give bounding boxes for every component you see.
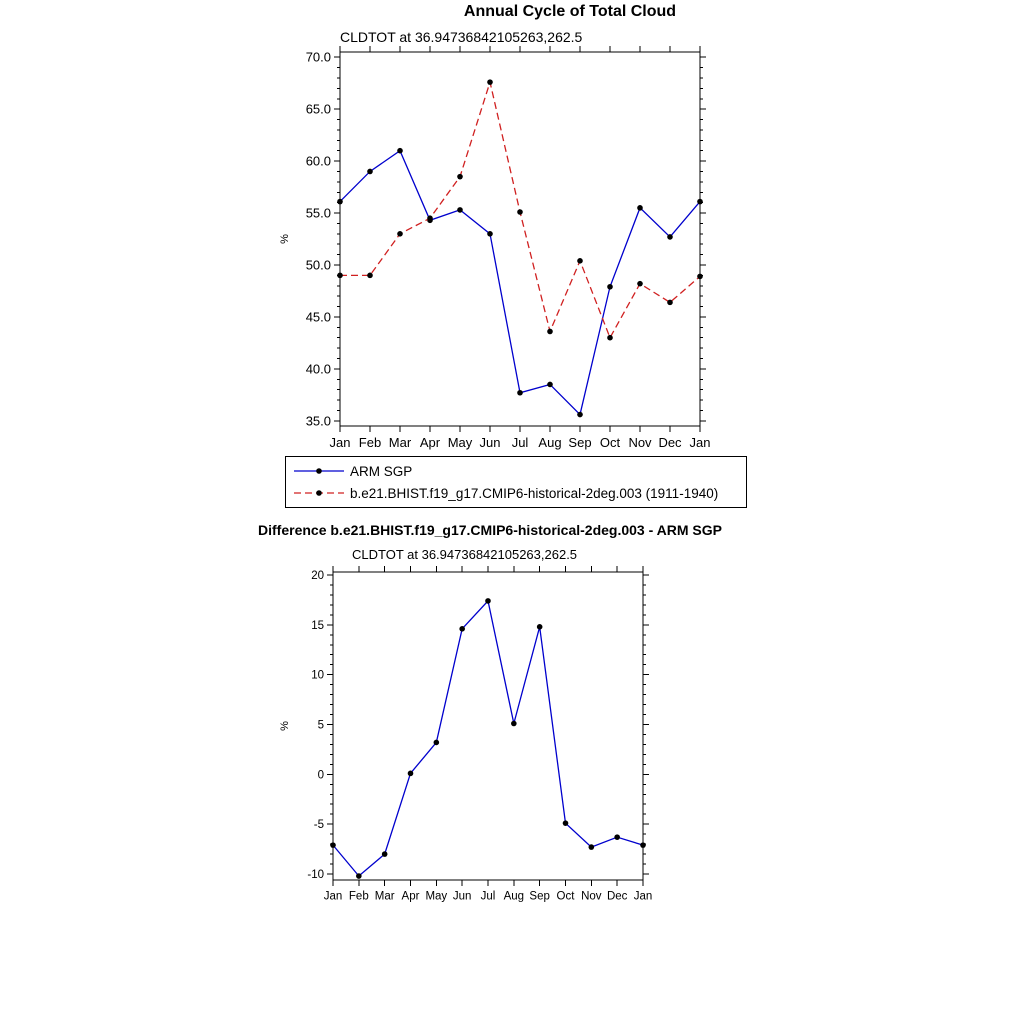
y-tick-label: 0: [317, 769, 324, 782]
data-point-marker: [697, 199, 703, 205]
x-tick-label: Sep: [568, 435, 592, 450]
bottom-chart-subtitle: CLDTOT at 36.94736842105263,262.5: [352, 547, 578, 562]
x-tick-label: May: [425, 890, 448, 903]
y-tick-label: 10: [311, 669, 324, 682]
plot-frame: [340, 52, 700, 426]
data-point-marker: [563, 820, 569, 826]
x-tick-label: Jan: [329, 435, 351, 450]
legend-label-arm-sgp: ARM SGP: [350, 463, 413, 479]
data-point-marker: [697, 274, 703, 280]
x-tick-label: Aug: [538, 435, 562, 450]
x-tick-label: Jun: [479, 435, 501, 450]
data-point-marker: [607, 284, 613, 290]
data-point-marker: [337, 273, 343, 279]
data-point-marker: [517, 390, 523, 396]
bottom-chart-plot: [270, 562, 710, 912]
plot-frame: [333, 572, 643, 880]
x-tick-label: Sep: [529, 890, 550, 903]
data-point-marker: [589, 844, 595, 850]
y-tick-label: 50.0: [305, 257, 331, 273]
x-tick-label: Dec: [658, 435, 682, 450]
data-point-marker: [577, 258, 583, 264]
x-tick-label: Apr: [401, 890, 420, 903]
data-point-marker: [640, 842, 646, 848]
data-point-marker: [457, 207, 463, 213]
x-tick-label: May: [447, 435, 473, 450]
x-tick-label: Aug: [503, 890, 525, 903]
data-point-marker: [457, 174, 463, 180]
legend-row-model: [292, 482, 740, 504]
legend-label-model: b.e21.BHIST.f19_g17.CMIP6-historical-2deg.003 (1911-1940): [350, 485, 719, 501]
data-point-marker: [547, 382, 553, 388]
data-point-marker: [485, 598, 491, 604]
y-tick-label: 65.0: [305, 101, 331, 117]
data-point-marker: [330, 842, 336, 848]
x-tick-label: Nov: [581, 890, 602, 903]
legend-swatch-arm-sgp-icon: [292, 464, 346, 478]
data-point-marker: [547, 329, 553, 335]
y-tick-label: -5: [313, 819, 324, 832]
x-tick-label: Feb: [348, 890, 369, 903]
x-tick-label: Jan: [633, 890, 653, 903]
y-tick-label: 60.0: [305, 153, 331, 169]
y-axis-label: %: [279, 234, 291, 244]
data-point-marker: [667, 300, 673, 306]
x-tick-label: Mar: [374, 890, 395, 903]
x-tick-label: Jan: [689, 435, 711, 450]
data-point-marker: [367, 273, 373, 279]
y-tick-label: 55.0: [305, 205, 331, 221]
data-point-marker: [434, 740, 440, 746]
x-tick-label: Apr: [419, 435, 441, 450]
x-tick-label: Jul: [480, 890, 496, 903]
top-chart-plot: [270, 46, 730, 458]
series-line: [340, 151, 700, 415]
legend-swatch-model-icon: [292, 486, 346, 500]
x-tick-label: Jun: [452, 890, 472, 903]
data-point-marker: [511, 721, 517, 727]
x-tick-label: Mar: [388, 435, 412, 450]
data-point-marker: [614, 834, 620, 840]
legend-marker: [316, 490, 322, 496]
legend: [285, 456, 747, 508]
data-point-marker: [382, 851, 388, 857]
data-point-marker: [487, 79, 493, 85]
y-axis-label: %: [279, 721, 291, 731]
x-tick-label: Jul: [511, 435, 529, 450]
y-tick-label: 35.0: [305, 413, 331, 429]
y-tick-label: 40.0: [305, 361, 331, 377]
data-point-marker: [537, 624, 543, 630]
y-tick-label: 20: [311, 570, 324, 583]
data-point-marker: [459, 626, 465, 632]
data-point-marker: [577, 412, 583, 418]
data-point-marker: [637, 205, 643, 211]
data-point-marker: [607, 335, 613, 341]
series-line: [333, 601, 643, 876]
data-point-marker: [356, 873, 362, 879]
data-point-marker: [397, 148, 403, 154]
legend-row-arm-sgp: [292, 460, 740, 482]
y-tick-label: -10: [307, 869, 324, 882]
data-point-marker: [517, 209, 523, 215]
x-tick-label: Jan: [323, 890, 343, 903]
x-tick-label: Oct: [556, 890, 575, 903]
legend-marker: [316, 468, 322, 474]
y-tick-label: 15: [311, 619, 324, 632]
x-tick-label: Feb: [358, 435, 382, 450]
data-point-marker: [397, 231, 403, 237]
bottom-chart-section: [0, 520, 1024, 920]
data-point-marker: [487, 231, 493, 237]
x-tick-label: Nov: [628, 435, 652, 450]
data-point-marker: [408, 771, 414, 777]
y-tick-label: 45.0: [305, 309, 331, 325]
bottom-chart-title: Difference b.e21.BHIST.f19_g17.CMIP6-historical-2deg.003 - ARM SGP: [258, 522, 722, 538]
y-tick-label: 5: [317, 719, 324, 732]
x-tick-label: Dec: [606, 890, 628, 903]
data-point-marker: [427, 215, 433, 221]
y-tick-label: 70.0: [305, 49, 331, 65]
data-point-marker: [637, 281, 643, 287]
data-point-marker: [367, 169, 373, 175]
x-tick-label: Oct: [599, 435, 621, 450]
top-chart-subtitle: CLDTOT at 36.94736842105263,262.5: [340, 29, 583, 45]
top-chart-title: Annual Cycle of Total Cloud: [463, 3, 677, 20]
data-point-marker: [337, 199, 343, 205]
data-point-marker: [667, 234, 673, 240]
